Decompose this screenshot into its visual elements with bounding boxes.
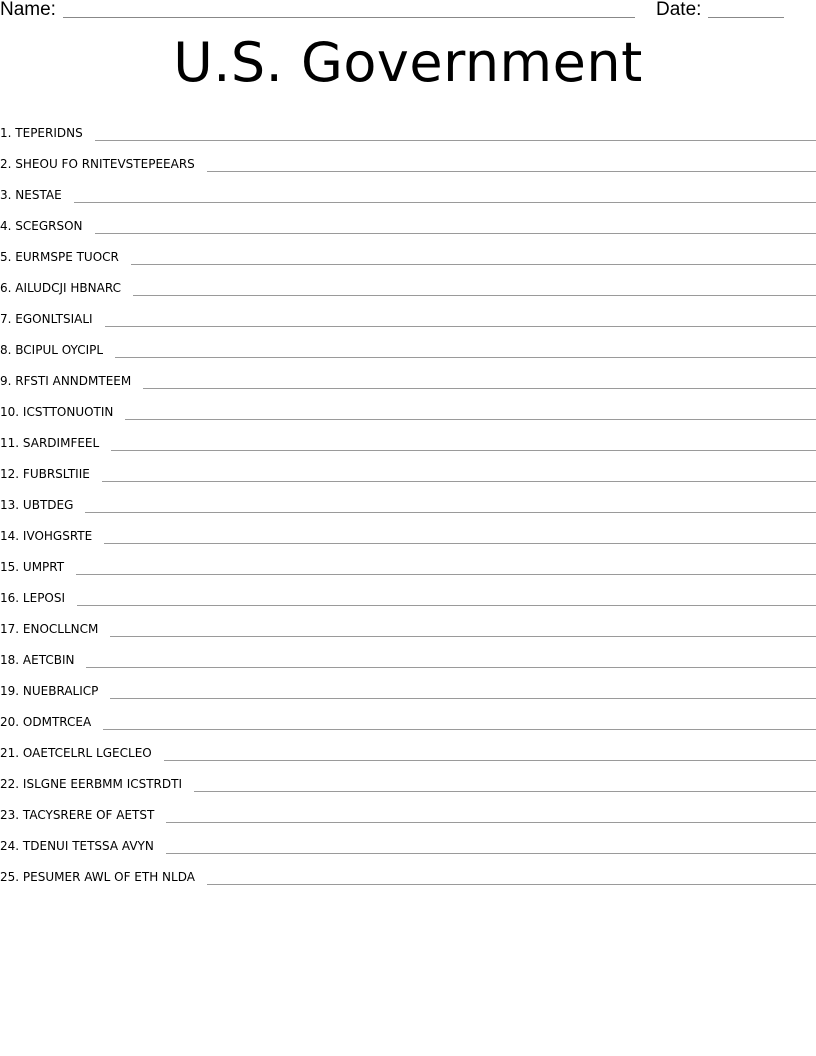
word-number: 21. [0,746,20,760]
word-row [0,358,816,389]
answer-blank[interactable] [115,357,816,358]
word-row [0,575,816,606]
answer-blank[interactable] [194,791,816,792]
date-label: Date: [656,0,702,20]
word-row [0,761,816,792]
answer-blank[interactable] [207,171,816,172]
answer-blank[interactable] [77,605,816,606]
answer-blank[interactable] [166,853,816,854]
word-row [0,110,816,141]
word-number: 23. [0,808,20,822]
word-number: 12. [0,467,20,481]
scrambled-word: TACYSRERE OF AETST [22,808,155,822]
scrambled-word: TEPERIDNS [15,126,83,140]
word-number: 6. [0,281,12,295]
word-number: 15. [0,560,20,574]
answer-blank[interactable] [111,450,816,451]
answer-blank[interactable] [131,264,816,265]
scrambled-word: AILUDCJI HBNARC [15,281,121,295]
word-number: 5. [0,250,12,264]
word-number: 14. [0,529,20,543]
word-row [0,296,816,327]
scrambled-word: PESUMER AWL OF ETH NLDA [22,870,195,884]
word-number: 10. [0,405,20,419]
answer-blank[interactable] [105,326,816,327]
word-row [0,234,816,265]
word-row [0,451,816,482]
word-row [0,513,816,544]
word-scramble-list [0,110,816,885]
word-number: 25. [0,870,20,884]
answer-blank[interactable] [110,698,816,699]
scrambled-word: ODMTRCEA [22,715,92,729]
answer-blank[interactable] [95,140,816,141]
answer-blank[interactable] [164,760,816,761]
word-row [0,606,816,637]
word-number: 19. [0,684,20,698]
answer-blank[interactable] [110,636,816,637]
word-number: 1. [0,126,12,140]
scrambled-word: IVOHGSRTE [22,529,93,543]
word-number: 22. [0,777,20,791]
name-label: Name: [0,0,56,20]
word-number: 4. [0,219,12,233]
page-title: U.S. Government [173,31,643,94]
answer-blank[interactable] [102,481,816,482]
scrambled-word: LEPOSI [22,591,66,605]
answer-blank[interactable] [166,822,816,823]
answer-blank[interactable] [125,419,816,420]
answer-blank[interactable] [207,884,816,885]
scrambled-word: BCIPUL OYCIPL [15,343,104,357]
scrambled-word: UBTDEG [22,498,74,512]
scrambled-word: SARDIMFEEL [22,436,100,450]
word-row [0,699,816,730]
answer-blank[interactable] [74,202,816,203]
answer-blank[interactable] [86,667,816,668]
scrambled-word: ISLGNE EERBMM ICSTRDTI [22,777,183,791]
answer-blank[interactable] [133,295,816,296]
word-row [0,637,816,668]
word-number: 20. [0,715,20,729]
scrambled-word: SCEGRSON [15,219,83,233]
word-number: 13. [0,498,20,512]
answer-blank[interactable] [104,543,816,544]
worksheet-header [0,0,816,24]
scrambled-word: SHEOU FO RNITEVSTEPEEARS [15,157,195,171]
word-row [0,823,816,854]
scrambled-word: ENOCLLNCM [22,622,99,636]
word-row [0,730,816,761]
word-number: 17. [0,622,20,636]
word-row [0,172,816,203]
word-number: 2. [0,157,12,171]
word-row [0,792,816,823]
name-field[interactable] [63,17,635,18]
scrambled-word: AETCBIN [22,653,75,667]
answer-blank[interactable] [103,729,816,730]
word-number: 24. [0,839,20,853]
word-row [0,389,816,420]
word-row [0,854,816,885]
date-field[interactable] [708,17,784,18]
answer-blank[interactable] [143,388,816,389]
answer-blank[interactable] [95,233,816,234]
scrambled-word: RFSTI ANNDMTEEM [15,374,132,388]
word-row [0,265,816,296]
word-number: 18. [0,653,20,667]
word-number: 16. [0,591,20,605]
scrambled-word: ICSTTONUOTIN [22,405,114,419]
word-row [0,420,816,451]
word-row [0,141,816,172]
word-number: 8. [0,343,12,357]
answer-blank[interactable] [85,512,816,513]
scrambled-word: UMPRT [22,560,65,574]
word-number: 3. [0,188,12,202]
scrambled-word: OAETCELRL LGECLEO [22,746,152,760]
scrambled-word: FUBRSLTIIE [22,467,90,481]
scrambled-word: NESTAE [15,188,62,202]
word-number: 9. [0,374,12,388]
word-row [0,203,816,234]
answer-blank[interactable] [76,574,816,575]
word-row [0,544,816,575]
scrambled-word: EGONLTSIALI [15,312,93,326]
scrambled-word: EURMSPE TUOCR [15,250,119,264]
scrambled-word: TDENUI TETSSA AVYN [22,839,154,853]
word-row [0,482,816,513]
word-row [0,668,816,699]
word-number: 11. [0,436,20,450]
word-row [0,327,816,358]
scrambled-word: NUEBRALICP [22,684,99,698]
word-number: 7. [0,312,12,326]
